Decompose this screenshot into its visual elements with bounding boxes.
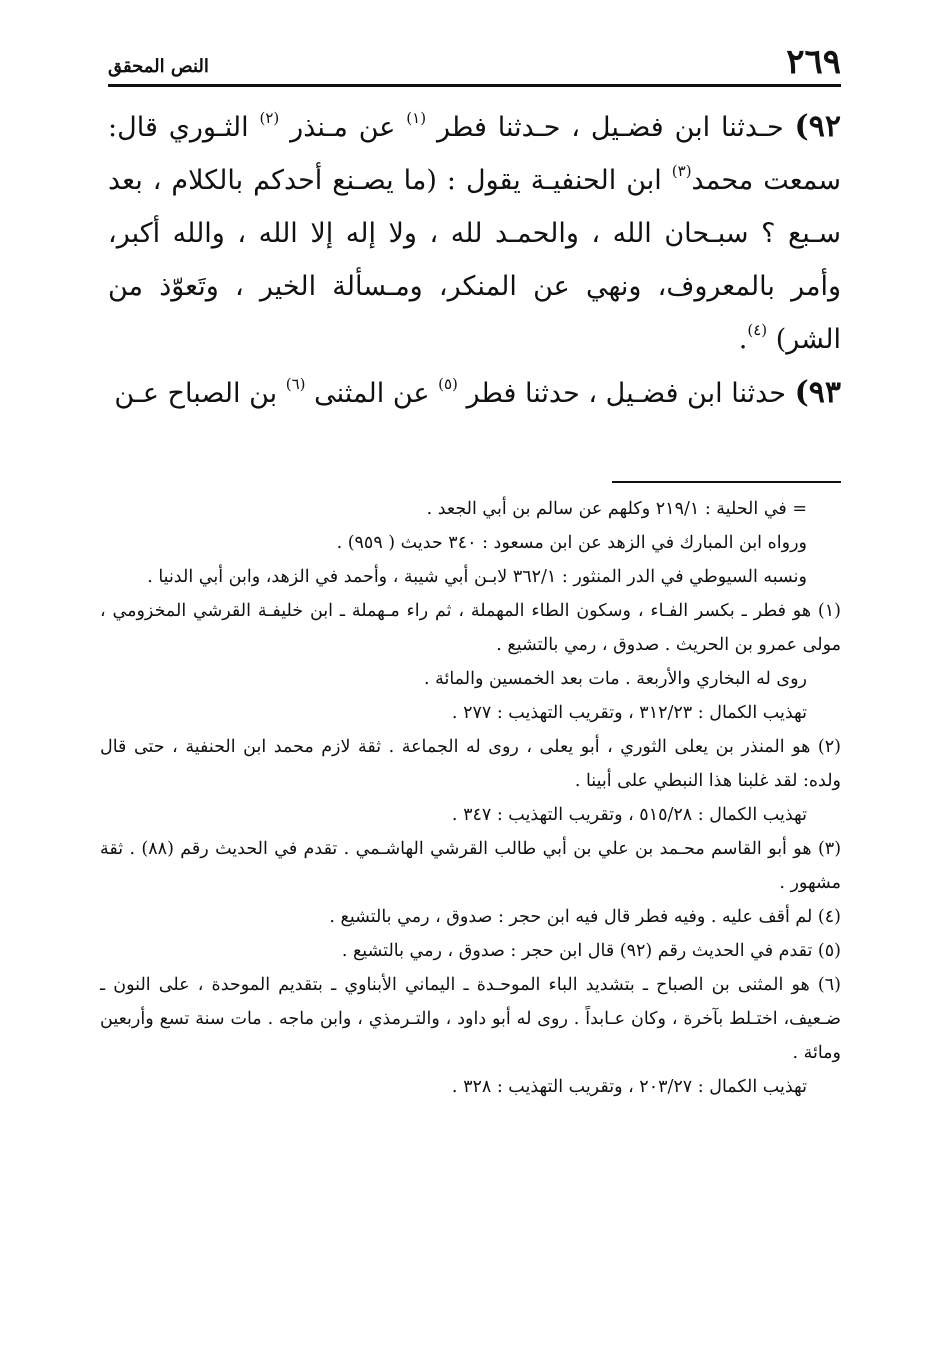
footnote-line: (٥) تقدم في الحديث رقم (٩٢) قال ابن حجر : صدوق ، رمي بالتشيع . [341, 941, 841, 961]
footnote-line: (٤) لم أقف عليه . وفيه فطر قال فيه ابن حجر : صدوق ، رمي بالتشيع . [329, 907, 841, 927]
footnote-line: (٢) هو المنذر بن يعلى الثوري ، أبو يعلى ، روى له الجماعة . ثقة لازم محمد ابن الحنفية ، حتى قال ولده: لقد غلبنا هذا النبطي على أبينا . [100, 737, 841, 791]
footnote-3 [100, 832, 841, 900]
footnote-divider [612, 481, 841, 483]
footnote-line: تهذيب الكمال : ٥١٥/٢٨ ، وتقريب التهذيب : ٣٤٧ . [451, 805, 807, 825]
footnote-marker: (٤) [747, 321, 768, 339]
hadith-text: حـدثنا ابن فضـيل ، حـدثنا فطر [436, 112, 784, 143]
hadith-text: عن مـنذر [290, 112, 396, 143]
hadith-number: ٩٣) [794, 375, 841, 410]
footnote-marker: (١) [406, 109, 427, 127]
footnote-line: تهذيب الكمال : ٢٠٣/٢٧ ، وتقريب التهذيب : ٣٢٨ . [451, 1077, 807, 1097]
page-number: ٢٦٩ [786, 42, 841, 82]
hadith-92 [108, 100, 841, 366]
hadith-text: بن الصباح عـن [114, 378, 278, 409]
footnote-line: (١) هو فطر ـ بكسر الفـاء ، وسكون الطاء المهملة ، ثم راء مـهملة ـ ابن خليفـة القرشي المخزومي ، مولى عمرو بن الحريث . صدوق ، رمي بالتشيع . [100, 601, 841, 655]
hadith-text: الثـوري قال: سمعت محمد [108, 112, 841, 196]
footnote-4 [100, 900, 841, 934]
hadith-text: ابن الحنفيـة يقول : (ما يصـنع أحدكم بالكلام ، بعد سـبع ؟ سبـحان الله ، والحمـد لله ، ولا إله إلا الله ، والله أكبر، وأمر بالمعروف، ونهي عن المنكر، ومـسألة الخير ، وتَعوّذ من الشر) [108, 165, 841, 355]
footnote-marker: (٣) [671, 162, 692, 180]
footnote-1 [100, 594, 841, 730]
main-text [108, 100, 841, 420]
footnotes [100, 492, 841, 1104]
footnote-2 [100, 730, 841, 832]
footnote-marker: (٦) [285, 375, 306, 393]
footnote-line: ورواه ابن المبارك في الزهد عن ابن مسعود : ٣٤٠ حديث ( ٩٥٩) . [336, 533, 807, 553]
footnote-line: ونسبه السيوطي في الدر المنثور : ٣٦٢/١ لابـن أبي شيبة ، وأحمد في الزهد، وابن أبي الدنيا . [147, 567, 807, 587]
hadith-text: حدثنا ابن فضـيل ، حدثنا فطر [466, 378, 786, 409]
footnote-line: (٣) هو أبو القاسم محـمد بن علي بن أبي طالب القرشي الهاشـمي . تقدم في الحديث رقم (٨٨) . ثقة مشهور . [100, 839, 842, 893]
hadith-text: . [738, 324, 748, 355]
running-title: النص المحقق [108, 56, 209, 77]
footnote-marker: (٥) [438, 375, 458, 393]
hadith-number: ٩٢) [794, 109, 841, 144]
footnote-line: (٦) هو المثنى بن الصباح ـ بتشديد الباء الموحـدة ـ اليماني الأبناوي ـ بتقديم الموحدة ، على النون ـ ضـعيف، اختـلط بآخرة ، وكان عـابداً . روى له أبو داود ، والتـرمذي ، وابن ماجه . مات سنة تسع وأربعين ومائة . [100, 975, 841, 1063]
hadith-text: عن المثنى [314, 378, 430, 409]
footnote-5 [100, 934, 841, 968]
header-divider [108, 84, 841, 87]
page-header [108, 38, 841, 82]
footnote-6 [100, 968, 841, 1104]
footnote-line: روى له البخاري والأربعة . مات بعد الخمسين والمائة . [423, 669, 807, 689]
footnote-continuation [100, 492, 841, 594]
hadith-93 [108, 366, 841, 420]
footnote-marker: (٢) [259, 109, 280, 127]
footnote-line: = في الحلية : ٢١٩/١ وكلهم عن سالم بن أبي الجعد . [426, 499, 807, 519]
footnote-line: تهذيب الكمال : ٣١٢/٢٣ ، وتقريب التهذيب : ٢٧٧ . [451, 703, 807, 723]
